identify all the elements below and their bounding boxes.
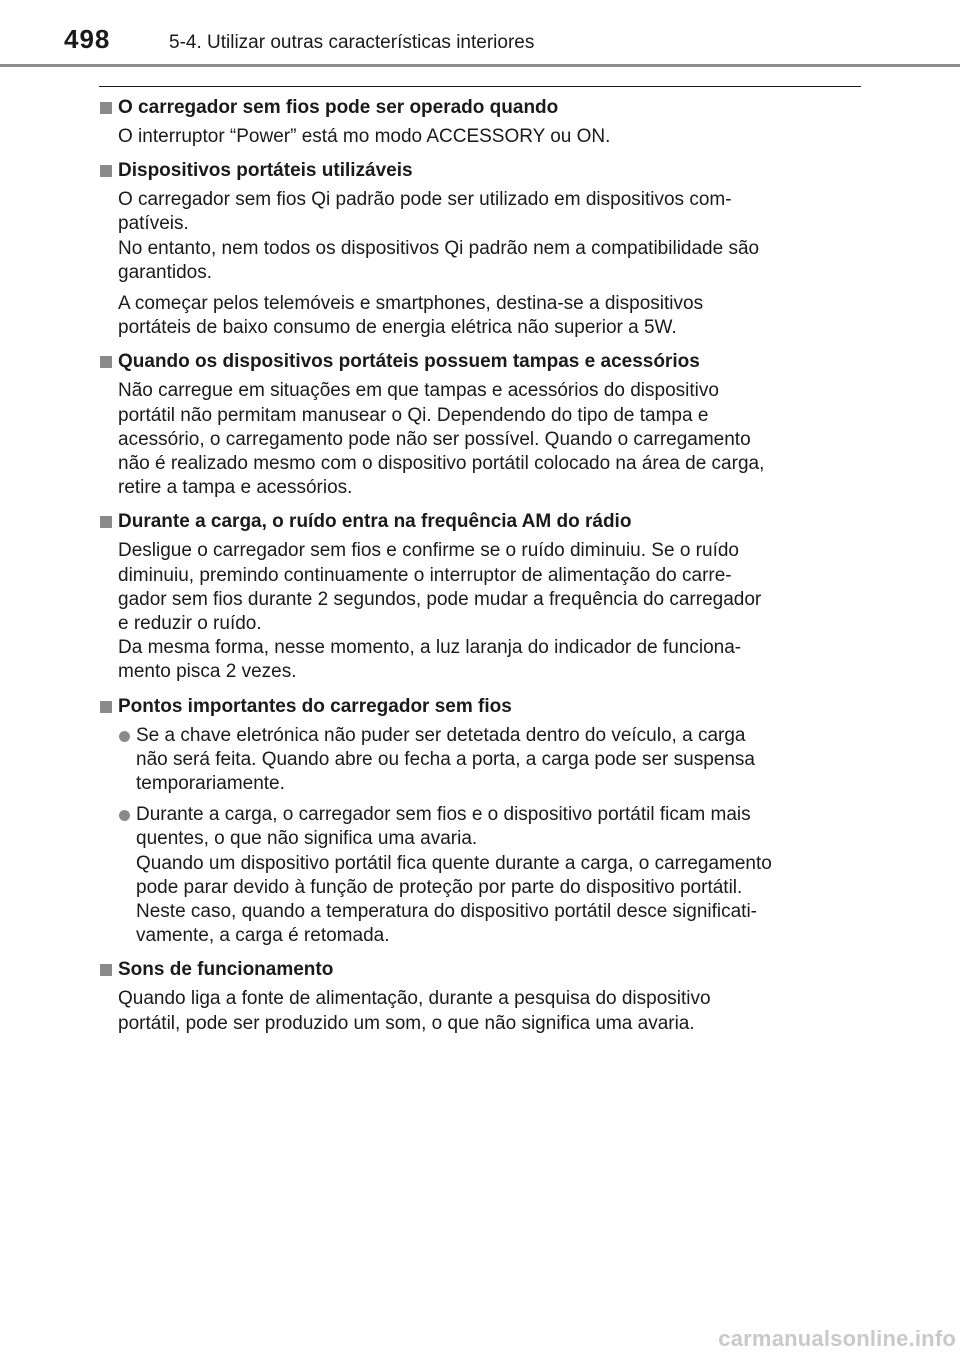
content-divider [99, 86, 861, 87]
section-heading: Quando os dispositivos portáteis possuem tampas e acessórios [118, 351, 700, 373]
list-item [119, 724, 856, 797]
square-bullet-icon [100, 516, 112, 528]
section-heading: Sons de funcionamento [118, 959, 334, 981]
section-usable-devices [98, 159, 856, 340]
section-paragraph: Quando liga a fonte de alimentação, durante a pesquisa do dispositivo portátil, pode ser produzido um som, o que não significa uma avaria. [118, 988, 711, 1034]
section-heading: O carregador sem fios pode ser operado quando [118, 97, 559, 118]
section-important-points [98, 695, 856, 949]
section-paragraph: Não carregue em situações em que tampas e acessórios do dispositivo portátil não permitam manusear o Qi. Dependendo do tipo de tampa e acessório, o carregamento pode não ser possível. Quando o carregamento não é realizado mesmo com o dispositivo portátil colocado na área de carga, retire a tampa e acessórios. [118, 380, 765, 499]
square-bullet-icon [100, 701, 112, 713]
manual-content [98, 96, 856, 1046]
square-bullet-icon [100, 356, 112, 368]
section-paragraph: A começar pelos telemóveis e smartphones, destina-se a dispositivos portáteis de baixo consumo de energia elétrica não superior a 5W. [118, 293, 704, 339]
section-operating-sounds [98, 958, 856, 1035]
section-paragraph: O carregador sem fios Qi padrão pode ser utilizado em dispositivos com- patíveis. No entanto, nem todos os dispositivos Qi padrão nem a compatibilidade são garantidos. [118, 189, 760, 283]
header-divider [0, 64, 960, 67]
circle-bullet-icon [119, 731, 130, 742]
list-item-text: Durante a carga, o carregador sem fios e o dispositivo portátil ficam mais quentes, o que não significa uma avaria. Quando um dispositivo portátil fica quente durante a carga, o carregamento pode parar devido à função de proteção por parte do dispositivo portátil. Neste caso, quando a temperatura do dispositivo portátil desce significati- vamente, a carga é retomada. [136, 804, 772, 947]
section-heading: Dispositivos portáteis utilizáveis [118, 160, 413, 182]
page-header [0, 0, 960, 70]
section-paragraph: O interruptor “Power” está mo modo ACCESSORY ou ON. [118, 126, 611, 147]
section-heading: Pontos importantes do carregador sem fios [118, 695, 512, 717]
list-item [119, 803, 856, 948]
list-item-text: Se a chave eletrónica não puder ser detetada dentro do veículo, a carga não será feita. Quando abre ou fecha a porta, a carga pode ser suspensa temporariamente. [136, 724, 755, 795]
page-number: 498 [64, 24, 111, 54]
square-bullet-icon [100, 102, 112, 114]
section-am-radio-noise [98, 510, 856, 684]
watermark: carmanualsonline.info [718, 1326, 956, 1351]
section-title: 5-4. Utilizar outras características interiores [169, 32, 535, 53]
section-covers-accessories [98, 350, 856, 500]
section-operation-conditions [98, 96, 856, 149]
circle-bullet-icon [119, 810, 130, 821]
section-heading: Durante a carga, o ruído entra na frequência AM do rádio [118, 511, 632, 533]
square-bullet-icon [100, 165, 112, 177]
square-bullet-icon [100, 964, 112, 976]
section-paragraph: Desligue o carregador sem fios e confirme se o ruído diminuiu. Se o ruído diminuiu, premindo continuamente o interruptor de alimentação do carre- gador sem fios durante 2 segundos, pode mudar a frequência do carregador e reduzir o ruído. Da mesma forma, nesse momento, a luz laranja do indicador de funciona- mento pisca 2 vezes. [118, 540, 762, 683]
